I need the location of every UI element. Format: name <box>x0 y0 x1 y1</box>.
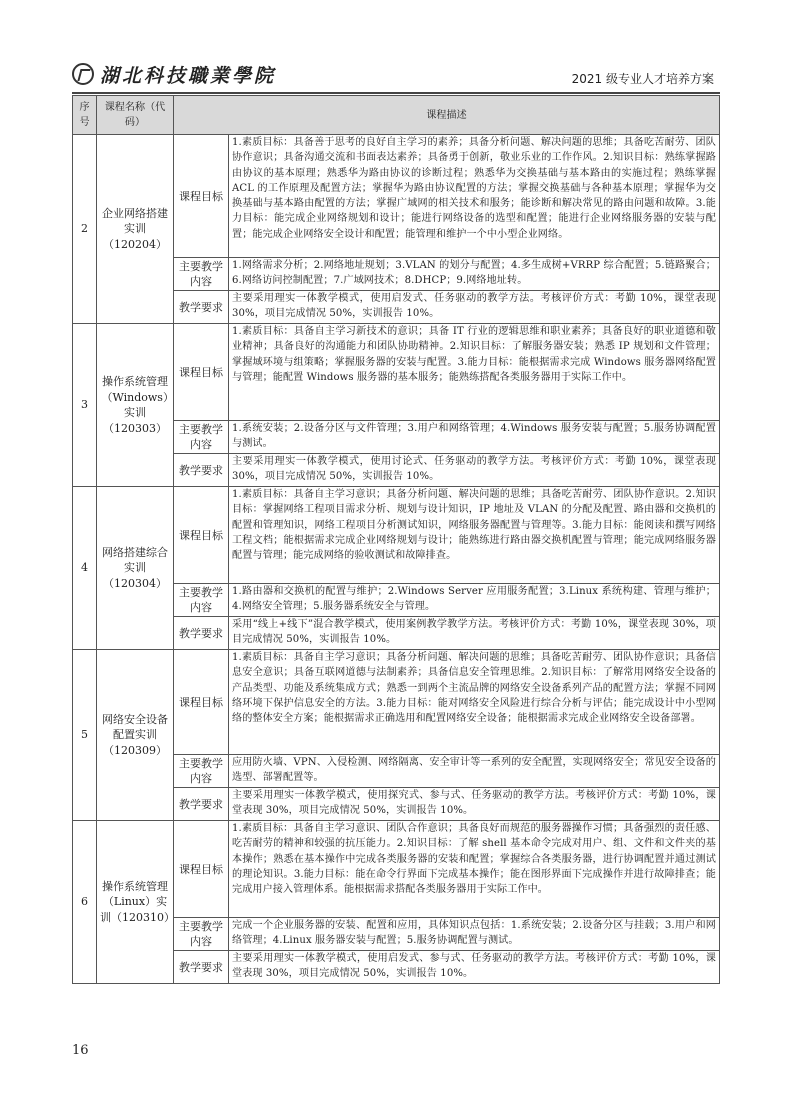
document-title: 2021 级专业人才培养方案 <box>571 72 714 86</box>
goal-label: 课程目标 <box>174 135 229 258</box>
course-number: 2 <box>73 135 97 324</box>
table-row <box>73 487 720 584</box>
req-label: 教学要求 <box>174 788 229 821</box>
table-row <box>73 821 720 918</box>
header-num: 序号 <box>73 96 97 135</box>
req-label: 教学要求 <box>174 291 229 324</box>
course-number: 5 <box>73 650 97 821</box>
goal-text: 1.素质目标：具备善于思考的良好自主学习的素养；具备分析问题、解决问题的思维；具备吃苦耐劳、团队协作意识；具备沟通交流和书面表达素养；具备勇于创新，敬业乐业的工作作风。2.知识目标：熟练掌握路由协议的基本原理；熟悉华为路由协议的诊断过程；熟悉华为交换基础与基本路由的实施过程；熟练掌握 ACL 的工作原理及配置方法；掌握华为路由协议配置的方法；掌握交换基础与各种基本原理；掌握华为交换基础与基本路由配置的方法；掌握广域网的相关技术和服务；能诊断和解决常见的路由问题和故障。3.能力目标：能完成企业网络规划和设计；能进行网络设备的选型和配置；能进行企业网络服务器的安装与配置；能完成企业网络安全设计和配置；能管理和维护一个中小型企业网络。 <box>229 135 720 258</box>
req-text: 主要采用理实一体教学模式，使用讨论式、任务驱动的教学方法。考核评价方式：考勤 10%，课堂表现 30%，项目完成情况 50%，实训报告 10%。 <box>229 454 720 487</box>
course-name: 操作系统管理（Linux）实训（120310） <box>97 821 174 984</box>
goal-text: 1.素质目标：具备自主学习意识；具备分析问题、解决问题的思维；具备吃苦耐劳、团队协作意识。2.知识目标：掌握网络工程项目需求分析、规划与设计知识，IP 地址及 VLAN 的分配及配置、路由器和交换机的配置和管理知识，网络工程项目分析测试知识，网络服务器配置与管理等。3.能力目标：能阅读和撰写网络工程文档；能根据需求完成企业网络规划与设计；能熟练进行路由器交换机配置与管理；能完成网络服务器配置与管理；能完成网络的验收测试和故障排查。 <box>229 487 720 584</box>
school-name: 湖北科技職業學院 <box>100 64 277 87</box>
content-text: 1.系统安装；2.设备分区与文件管理；3.用户和网络管理；4.Windows 服务安装与配置；5.服务协调配置与测试。 <box>229 421 720 454</box>
goal-label: 课程目标 <box>174 487 229 584</box>
content-text: 应用防火墙、VPN、入侵检测、网络隔离、安全审计等一系列的安全配置，实现网络安全；常见安全设备的选型、部署配置等。 <box>229 755 720 788</box>
goal-label: 课程目标 <box>174 821 229 918</box>
page-number: 16 <box>72 1043 89 1058</box>
req-label: 教学要求 <box>174 951 229 984</box>
content-label: 主要教学内容 <box>174 258 229 291</box>
course-number: 4 <box>73 487 97 650</box>
req-label: 教学要求 <box>174 617 229 650</box>
school-logo <box>72 60 276 88</box>
goal-label: 课程目标 <box>174 324 229 421</box>
course-table <box>72 95 720 984</box>
course-name: 网络搭建综合实训（120304） <box>97 487 174 650</box>
goal-text: 1.素质目标：具备自主学习新技术的意识；具备 IT 行业的逻辑思维和职业素养；具备良好的职业道德和敬业精神；具备良好的沟通能力和团队协助精神。2.知识目标：了解服务器安装；熟悉 IP 规划和文件管理；掌握域环境与组策略；掌握服务器的安装与配置。3.能力目标：能根据需求完成 Windows 服务器网络配置与管理；能配置 Windows 服务器的基本服务；能熟练搭配各类服务器用于实际工作中。 <box>229 324 720 421</box>
table-header-row <box>73 96 720 135</box>
page-header <box>72 58 720 94</box>
goal-text: 1.素质目标：具备自主学习意识、团队合作意识；具备良好而规范的服务器操作习惯；具备强烈的责任感、吃苦耐劳的精神和较强的抗压能力。2.知识目标：了解 shell 基本命令完成对用户、组、文件和文件夹的基本操作；熟悉在基本操作中完成各类服务器的安装和配置；掌握综合各类服务器，进行协调配置并通过测试的理论知识。3.能力目标：能在命令行界面下完成基本操作；能在图形界面下完成操作并进行故障排查；能完成用户接入管理体系。能根据需求搭配各类服务器用于实际工作中。 <box>229 821 720 918</box>
table-row <box>73 324 720 421</box>
req-text: 主要采用理实一体教学模式，使用启发式、任务驱动的教学方法。考核评价方式：考勤 10%，课堂表现 30%，项目完成情况 50%，实训报告 10%。 <box>229 291 720 324</box>
content-label: 主要教学内容 <box>174 755 229 788</box>
content-label: 主要教学内容 <box>174 584 229 617</box>
content-text: 完成一个企业服务器的安装、配置和应用，具体知识点包括：1.系统安装；2.设备分区与挂载；3.用户和网络管理；4.Linux 服务器安装与配置；5.服务协调配置与测试。 <box>229 918 720 951</box>
course-number: 6 <box>73 821 97 984</box>
course-number: 3 <box>73 324 97 487</box>
course-name: 企业网络搭建实训（120204） <box>97 135 174 324</box>
school-seal-icon <box>72 63 94 85</box>
header-desc: 课程描述 <box>174 96 720 135</box>
req-label: 教学要求 <box>174 454 229 487</box>
content-label: 主要教学内容 <box>174 918 229 951</box>
content-text: 1.路由器和交换机的配置与维护；2.Windows Server 应用服务配置；3.Linux 系统构建、管理与维护；4.网络安全管理；5.服务器系统安全与管理。 <box>229 584 720 617</box>
table-row <box>73 650 720 755</box>
content-label: 主要教学内容 <box>174 421 229 454</box>
course-name: 网络安全设备配置实训（120309） <box>97 650 174 821</box>
goal-label: 课程目标 <box>174 650 229 755</box>
req-text: 主要采用理实一体教学模式，使用探究式、参与式、任务驱动的教学方法。考核评价方式：考勤 10%，课堂表现 30%，项目完成情况 50%，实训报告 10%。 <box>229 788 720 821</box>
req-text: 主要采用理实一体教学模式，使用启发式、参与式、任务驱动的教学方法。考核评价方式：考勤 10%，课堂表现 30%，项目完成情况 50%，实训报告 10%。 <box>229 951 720 984</box>
content-text: 1.网络需求分析；2.网络地址规划；3.VLAN 的划分与配置；4.多生成树+VRRP 综合配置；5.链路聚合；6.网络访问控制配置；7.广域网技术；8.DHCP；9.网络地址转。 <box>229 258 720 291</box>
course-name: 操作系统管理（Windows）实训（120303） <box>97 324 174 487</box>
goal-text: 1.素质目标：具备自主学习意识；具备分析问题、解决问题的思维；具备吃苦耐劳、团队协作意识；具备信息安全意识；具备互联网道德与法制素养；具备信息安全管理思维。2.知识目标：了解常用网络安全设备的产品类型、功能及系统集成方式；熟悉一到两个主流品牌的网络安全设备系列产品的配置方法；掌握不同网络环境下保护信息安全的方法。3.能力目标：能对网络安全风险进行综合分析与评估；能完成设计中小型网络的整体安全方案；能根据需求正确选用和配置网络安全设备；能根据需求完成企业网络安全设备部署。 <box>229 650 720 755</box>
req-text: 采用“线上+线下”混合教学模式，使用案例教学教学方法。考核评价方式：考勤 10%，课堂表现 30%，项目完成情况 50%，实训报告 10%。 <box>229 617 720 650</box>
table-row <box>73 135 720 258</box>
header-name: 课程名称（代码） <box>97 96 174 135</box>
